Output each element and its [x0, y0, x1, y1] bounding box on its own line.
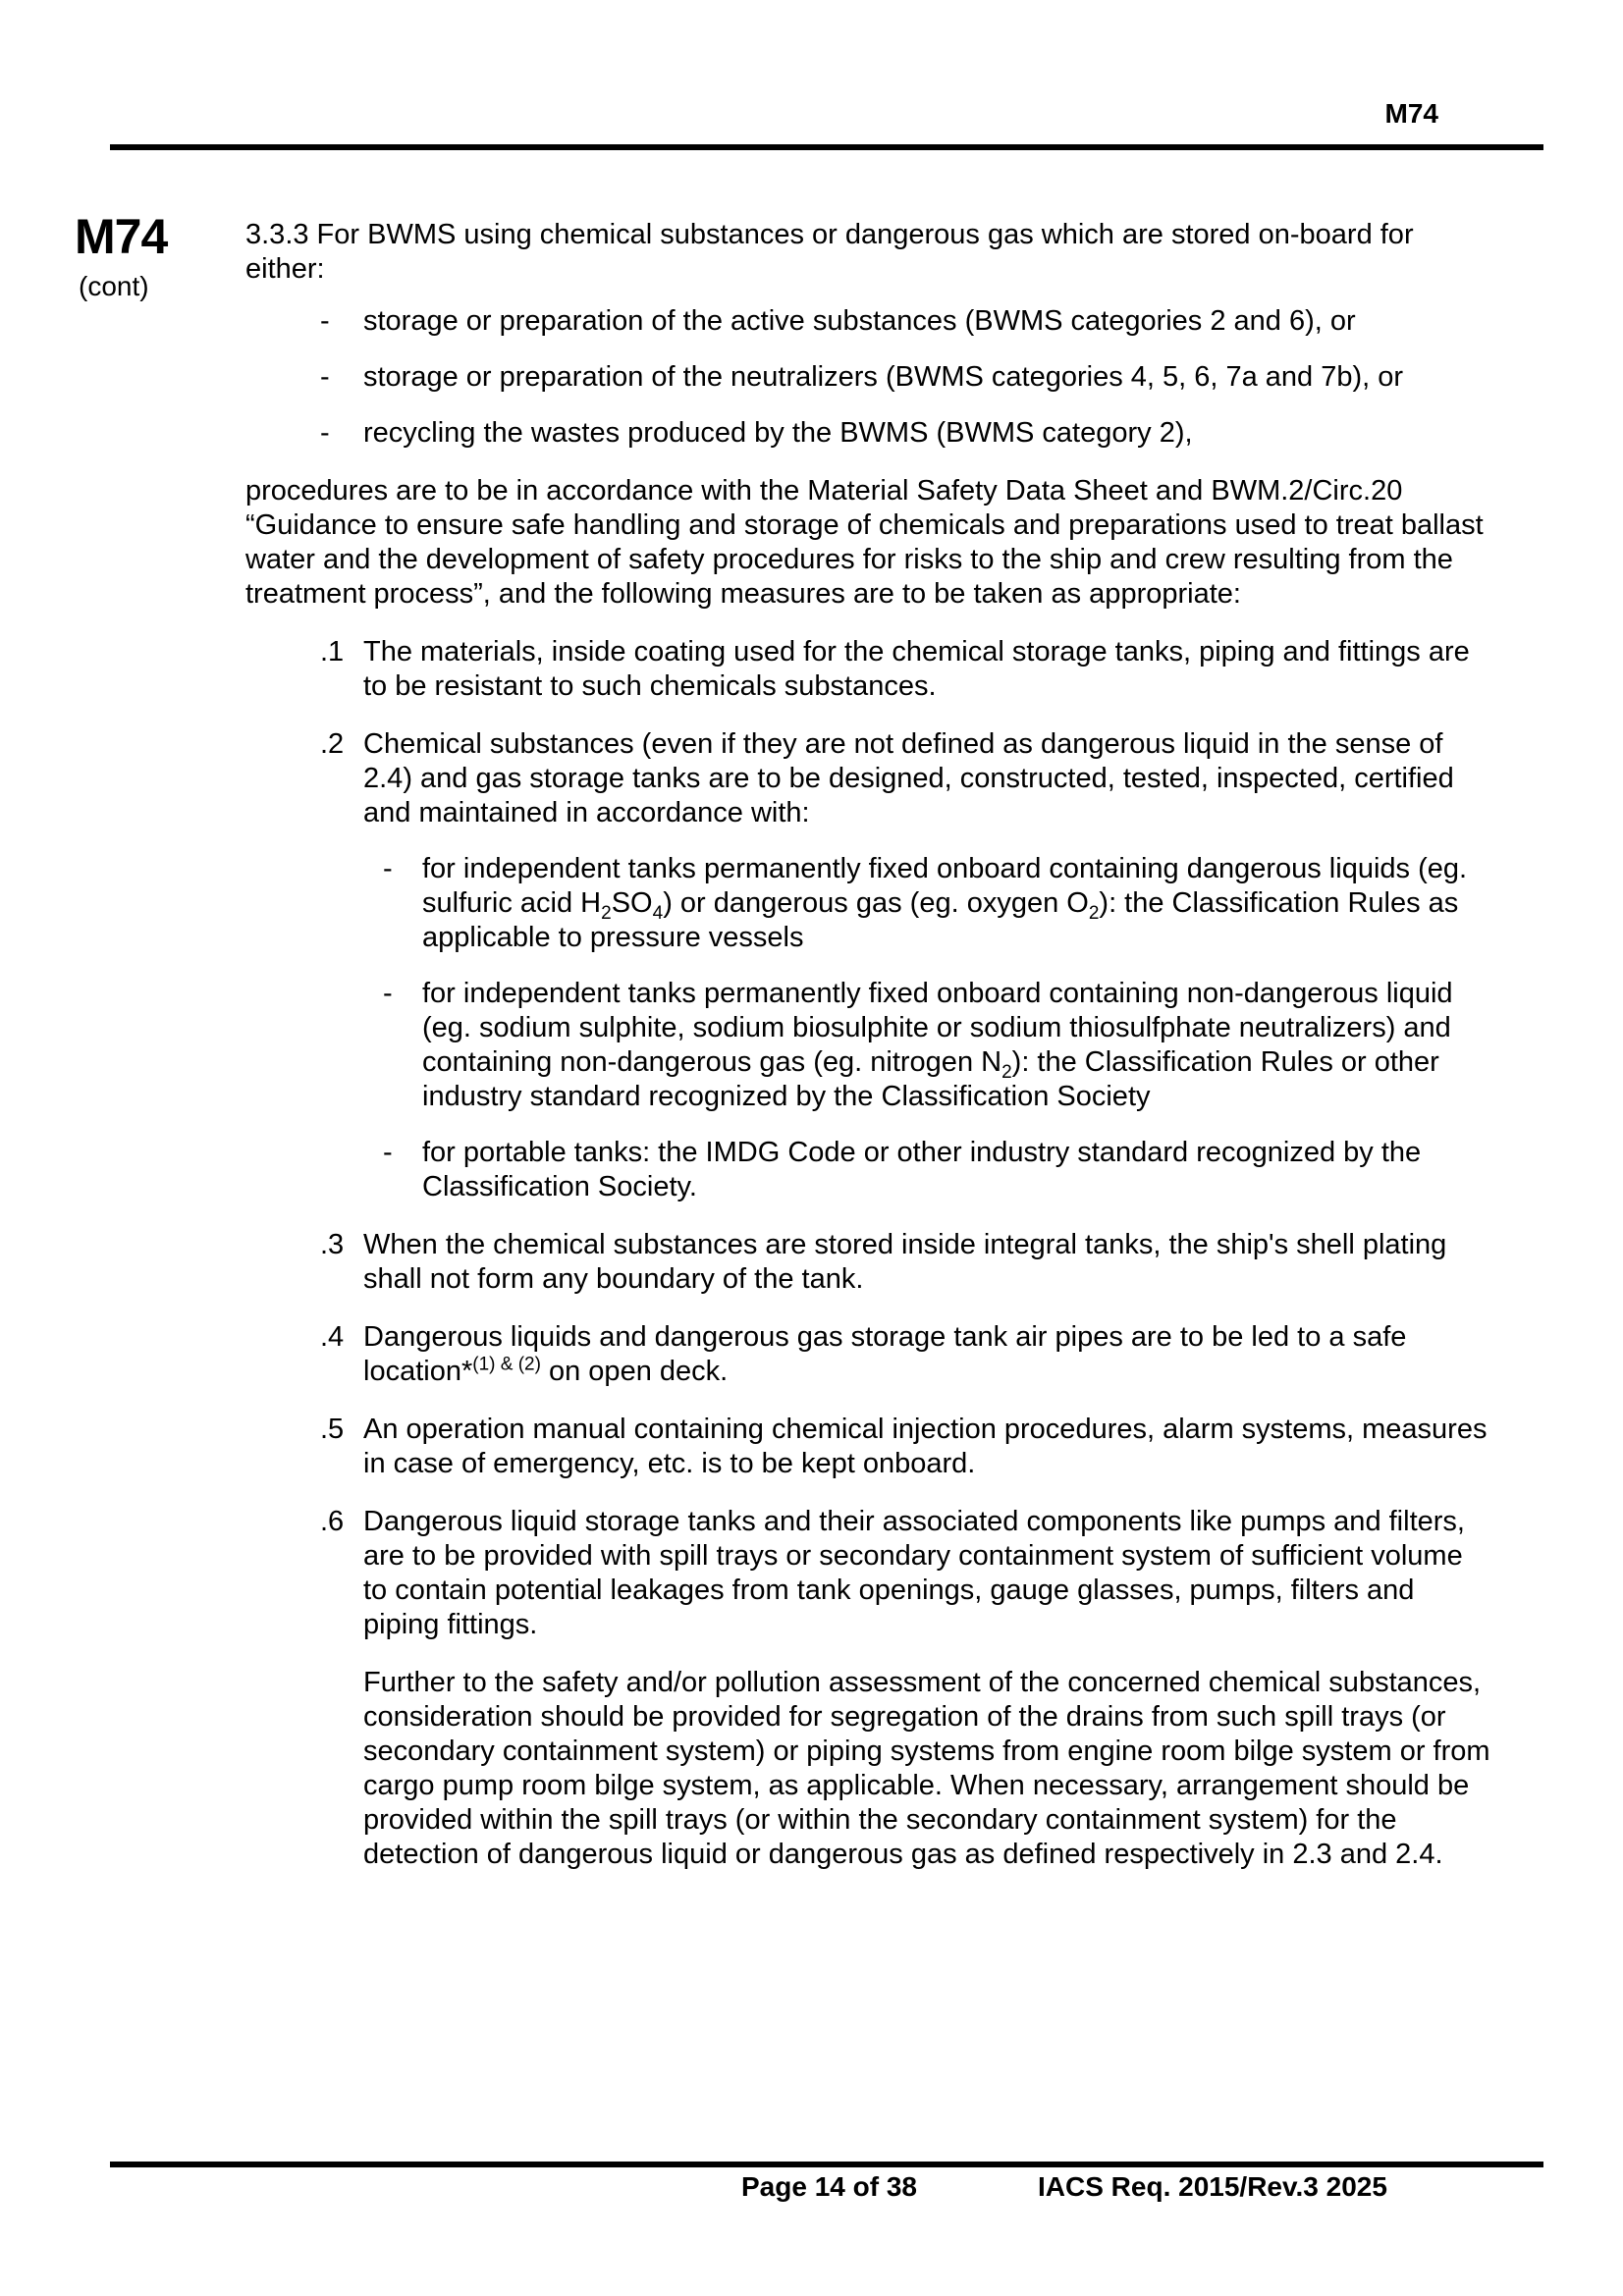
subscript: 2: [1088, 902, 1100, 924]
dash-marker: -: [320, 417, 330, 449]
item-number: .6: [320, 1506, 345, 1537]
item-text: An operation manual containing chemical injection procedures, alarm systems, measures in case of emergency, etc. is to be kept onboard.: [363, 1414, 1488, 1479]
item-text: The materials, inside coating used for the chemical storage tanks, piping and fittings are to be resistant to such chemicals substances.: [363, 636, 1470, 702]
page-number: Page 14 of 38: [741, 2171, 917, 2202]
document-reference: IACS Req. 2015/Rev.3 2025: [1038, 2171, 1387, 2202]
measure-item-6: [245, 1505, 1492, 1642]
measure-item-5: [245, 1413, 1492, 1481]
procedures-paragraph: procedures are to be in accordance with the Material Safety Data Sheet and BWM.2/Circ.20 “Guidance to ensure safe handling and storage of chemicals and preparations used to treat ballast water and the development of safety procedures for risks to the ship and crew resulting from the treatment process”, and the following measures are to be taken as appropriate:: [245, 475, 1484, 610]
measure-item-4: [245, 1320, 1492, 1389]
subscript: 4: [652, 902, 664, 924]
item-text: on open deck.: [540, 1356, 729, 1387]
item-text: Chemical substances (even if they are not defined as dangerous liquid in the sense of 2.4) and gas storage tanks are to be designed, constructed, tested, inspected, certified and maintained in accordance with:: [363, 728, 1454, 828]
intro-list-item: [245, 360, 1492, 395]
tank-standards-list: [363, 852, 1492, 1204]
item-number: .5: [320, 1414, 345, 1445]
item-text: Dangerous liquid storage tanks and their associated components like pumps and filters, are to be provided with spill trays or secondary containment system of sufficient volume to contain potential leakages from tank openings, gauge glasses, pumps, filters and piping fittings.: [363, 1506, 1465, 1640]
item-text: Dangerous liquids and dangerous gas storage tank air pipes are to be led to a safe location*: [363, 1321, 1407, 1387]
footnote-ref: (1) & (2): [472, 1354, 541, 1375]
intro-list-item: [245, 304, 1492, 339]
sub-text: ): the Classification Rules as applicable to pressure vessels: [422, 887, 1459, 953]
intro-list-text: recycling the wastes produced by the BWMS (BWMS category 2),: [363, 417, 1193, 449]
dash-marker: -: [320, 305, 330, 337]
item-text: When the chemical substances are stored inside integral tanks, the ship's shell plating shall not form any boundary of the tank.: [363, 1229, 1447, 1295]
intro-paragraph: 3.3.3 For BWMS using chemical substances or dangerous gas which are stored on-board for either:: [245, 219, 1414, 285]
document-body: [245, 218, 1492, 1872]
header-code: M74: [1384, 98, 1438, 129]
dash-marker: -: [383, 853, 393, 884]
sub-text: ): the Classification Rules or other industry standard recognized by the Classification Society: [422, 1046, 1439, 1112]
intro-list: [245, 304, 1492, 451]
measure-item-2: [245, 727, 1492, 1204]
intro-list-text: storage or preparation of the active substances (BWMS categories 2 and 6), or: [363, 305, 1356, 337]
sub-list-item: [363, 852, 1492, 955]
dash-marker: -: [383, 978, 393, 1009]
intro-list-text: storage or preparation of the neutralizers (BWMS categories 4, 5, 6, 7a and 7b), or: [363, 361, 1404, 393]
item-number: .3: [320, 1229, 345, 1260]
intro-list-item: [245, 416, 1492, 451]
sub-text: for independent tanks permanently fixed onboard containing dangerous liquids (eg. sulfuric acid H: [422, 853, 1468, 919]
item-number: .1: [320, 636, 345, 667]
sub-list-item: [363, 1136, 1492, 1204]
sub-text: SO: [611, 887, 653, 919]
sub-text: for portable tanks: the IMDG Code or other industry standard recognized by the Classification Society.: [422, 1137, 1422, 1202]
sub-list-item: [363, 977, 1492, 1114]
header-rule: [110, 144, 1543, 150]
footer-rule: [110, 2162, 1543, 2167]
measure-item-3: [245, 1228, 1492, 1297]
item-number: .4: [320, 1321, 345, 1353]
subscript: 2: [601, 902, 612, 924]
sub-text: for independent tanks permanently fixed onboard containing non-dangerous liquid (eg. sodium sulphite, sodium biosulphite or sodium thiosulfphate neutralizers) and containing non-dangerous gas (eg. nitrogen N: [422, 978, 1453, 1078]
sub-text: ) or dangerous gas (eg. oxygen O: [663, 887, 1089, 919]
subscript: 2: [1001, 1061, 1012, 1083]
item-number: .2: [320, 728, 345, 760]
measure-item-1: [245, 635, 1492, 704]
dash-marker: -: [383, 1137, 393, 1168]
measure-item-6-extra: Further to the safety and/or pollution assessment of the concerned chemical substances, consideration should be provided for segregation of the drains from such spill trays (or secondary containment system) or piping systems from engine room bilge system or from cargo pump room bilge system, as applicable. When necessary, arrangement should be provided within the spill trays (or within the secondary containment system) for the detection of dangerous liquid or dangerous gas as defined respectively in 2.3 and 2.4.: [363, 1667, 1490, 1870]
dash-marker: -: [320, 361, 330, 393]
side-code: M74: [75, 209, 168, 264]
side-cont-label: (cont): [79, 271, 149, 301]
